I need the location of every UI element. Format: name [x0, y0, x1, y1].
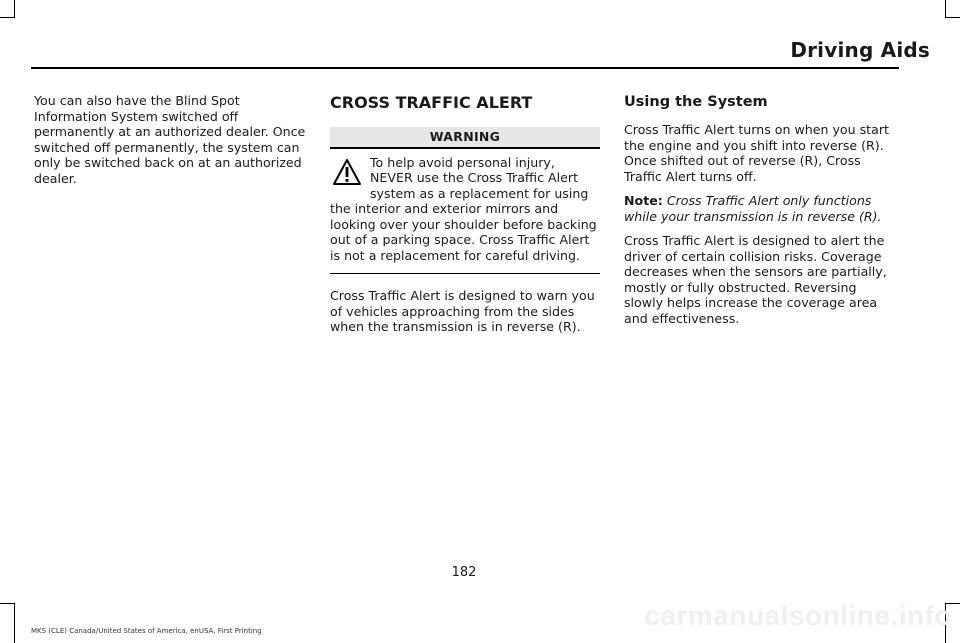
crop-mark [0, 17, 15, 18]
crop-mark [14, 0, 15, 18]
warning-text: To help avoid personal injury, NEVER use the Cross Traffic Alert system as a replacement for using the interior and exterior mirrors and looking over your shoulder before backing out of a parking space. Cross Traffic Alert is not a replacement for careful driving. [330, 154, 597, 263]
watermark: carmanualsonline.info [644, 600, 952, 631]
page-number: 182 [451, 565, 477, 580]
body-paragraph: Cross Traffic Alert is designed to warn you of vehicles approaching from the sides when the transmission is in reverse (R). [330, 288, 595, 334]
header-rule [31, 67, 899, 69]
note-label: Note: [624, 193, 663, 208]
warning-box [330, 127, 600, 274]
print-info: MKS (CLE) Canada/United States of America, enUSA, First Printing [31, 627, 262, 635]
crop-mark [945, 0, 946, 18]
body-paragraph: Cross Traffic Alert turns on when you start the engine and you shift into reverse (R). Once shifted out of reverse (R), Cross Traffic Alert turns off. [624, 122, 889, 184]
column-middle [330, 93, 600, 344]
note-text: Cross Traffic Alert only functions while your transmission is in reverse (R). [624, 193, 882, 224]
warning-body [330, 149, 600, 275]
column-right [624, 93, 896, 335]
section-heading: CROSS TRAFFIC ALERT [330, 93, 533, 112]
crop-mark [945, 17, 960, 18]
intro-paragraph: You can also have the Blind Spot Information System switched off permanently at an authorized dealer. Once switched off permanently, the system can only be switched back on at an authorized dealer. [34, 93, 306, 186]
column-left [34, 93, 306, 195]
warning-triangle-icon [332, 158, 362, 186]
warning-label: WARNING [330, 127, 600, 149]
subsection-heading: Using the System [624, 94, 768, 110]
crop-mark [14, 603, 15, 643]
crop-mark [0, 603, 15, 604]
note-paragraph [624, 193, 896, 224]
body-paragraph: Cross Traffic Alert is designed to alert the driver of certain collision risks. Coverage decreases when the sensors are partially, mostly or fully obstructed. Reversing slowly helps increase the coverage area and effectiveness. [624, 233, 887, 326]
page-title: Driving Aids [790, 38, 930, 62]
